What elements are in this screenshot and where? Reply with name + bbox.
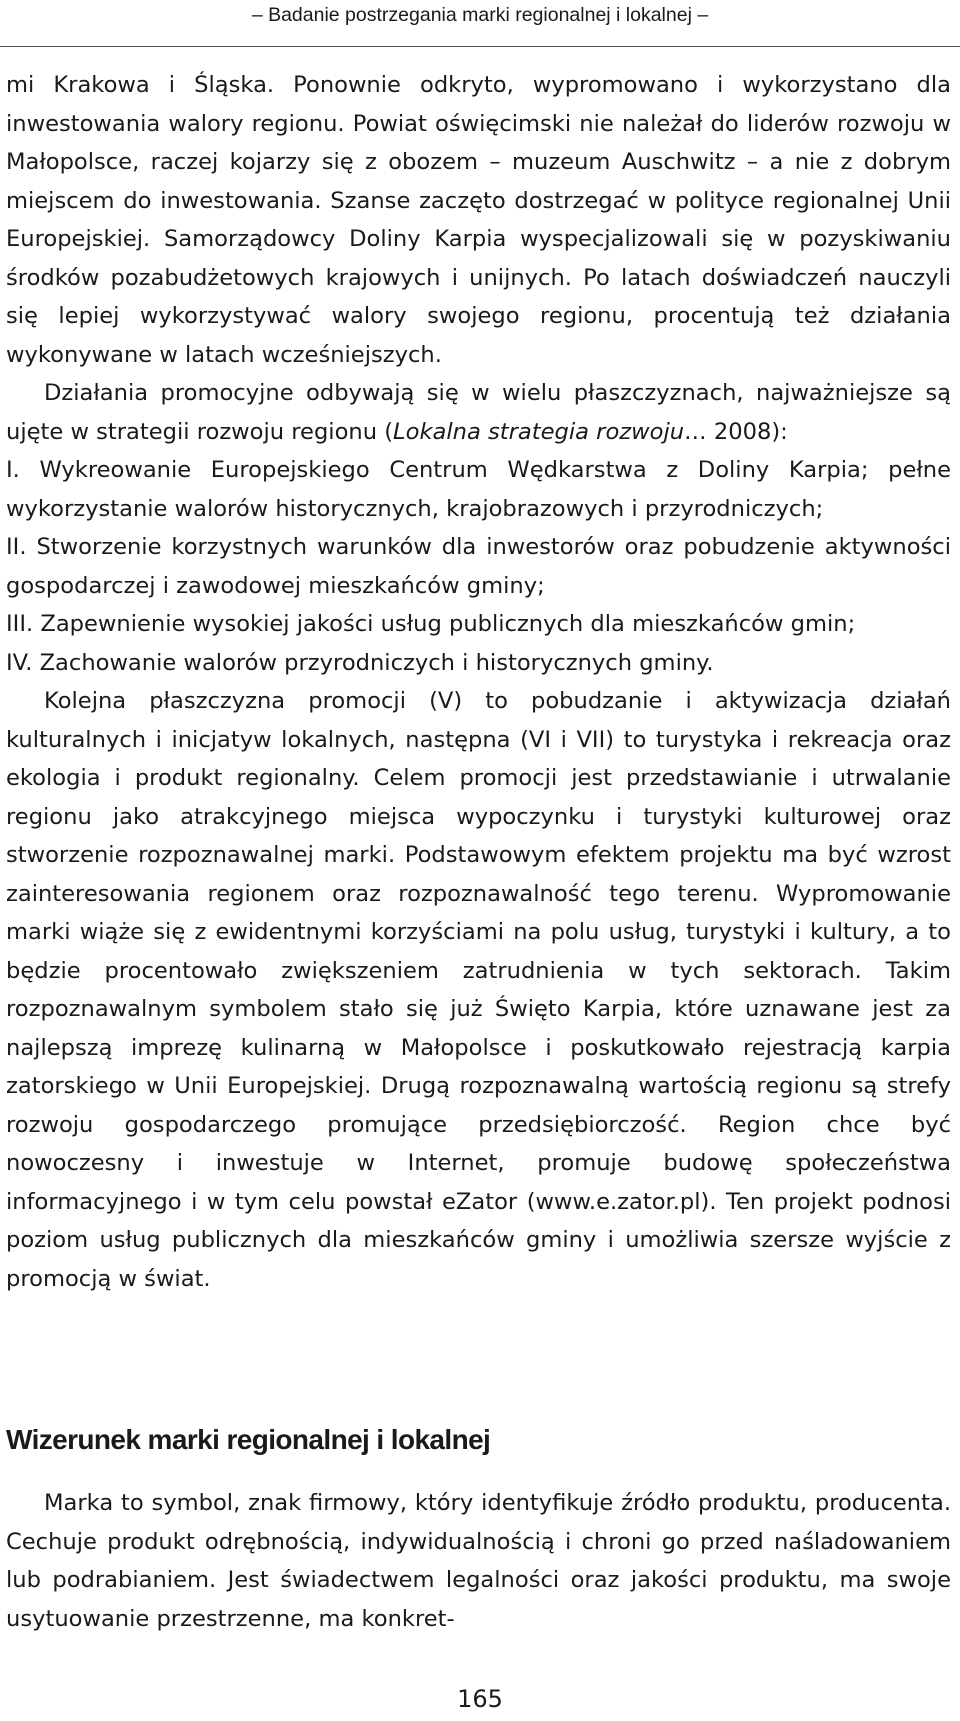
section-text bbox=[6, 1484, 951, 1638]
promo-intro-paragraph bbox=[6, 374, 951, 451]
section-heading: Wizerunek marki regionalnej i lokalnej bbox=[6, 1424, 491, 1455]
page-number: 165 bbox=[457, 1685, 503, 1713]
paragraph: Marka to symbol, znak firmowy, który identyfikuje źródło produktu, producenta. Cechuje produkt odrębnością, indywidualnością i chroni go przed naśladowaniem lub podrabianiem. Jest świadectwem legalności oraz jakości produktu, ma swoje usytuowanie przestrzenne, ma konkret- bbox=[6, 1490, 951, 1632]
list-item: II. Stworzenie korzystnych warunków dla inwestorów oraz pobudzenie aktywności gospodarczej i zawodowej mieszkańców gminy; bbox=[6, 534, 951, 599]
header-rule bbox=[0, 46, 960, 47]
list-item: I. Wykreowanie Europejskiego Centrum Wędkarstwa z Doliny Karpia; pełne wykorzystanie walorów historycznych, krajobrazowych i przyrodniczych; bbox=[6, 457, 951, 522]
list-item: IV. Zachowanie walorów przyrodniczych i historycznych gminy. bbox=[6, 649, 714, 676]
list-item: III. Zapewnienie wysokiej jakości usług publicznych dla mieszkańców gmin; bbox=[6, 611, 856, 637]
strategy-title: Lokalna strategia rozwoju bbox=[393, 418, 685, 445]
paragraph: mi Krakowa i Śląska. Ponownie odkryto, wypromowano i wykorzystano dla inwestowania walory regionu. Powiat oświęcimski nie należał do liderów rozwoju w Małopolsce, raczej kojarzy się z obozem – muzeum Auschwitz – a nie z dobrym miejscem do inwestowania. Szanse zaczęto dostrzegać w polityce regionalnej Unii Europejskiej. Samorządowcy Doliny Karpia wyspecjalizowali się w pozyskiwaniu środków pozabudżetowych krajowych i unijnych. Po latach doświadczeń nauczyli się lepiej wykorzystywać walory swojego regionu, procentują też działania wykonywane w latach wcześniejszych. bbox=[6, 72, 951, 368]
main-text bbox=[6, 66, 951, 1298]
paragraph: Kolejna płaszczyzna promocji (V) to pobudzanie i aktywizacja działań kulturalnych i inicjatyw lokalnych, następna (VI i VII) to turystyka i rekreacja oraz ekologia i produkt regionalny. Celem promocji jest przedstawianie i utrwalanie regionu jako atrakcyjnego miejsca wypoczynku i turystyki kulturowej oraz stworzenie rozpoznawalnej marki. Podstawowym efektem projektu ma być wzrost zainteresowania regionem oraz rozpoznawalność tego terenu. Wypromowanie marki wiąże się z ewidentnymi korzyściami na polu usług, turystyki i kultury, a to będzie procentowało zwiększeniem zatrudnienia w tych sektorach. Takim rozpoznawalnym symbolem stało się już Święto Karpia, które uznawane jest za najlepszą imprezę kulinarną w Małopolsce i poskutkowało rejestracją karpia zatorskiego w Unii Europejskiej. Drugą rozpoznawalną wartością regionu są strefy rozwoju gospodarczego promujące przedsiębiorczość. Region chce być nowoczesny i inwestuje w Internet, promuje budowę społeczeństwa informacyjnego i w tym celu powstał eZator (www.e.zator.pl). Ten projekt podnosi poziom usług publicznych dla mieszkańców gminy i umożliwia szersze wyjście z promocją w świat. bbox=[6, 688, 951, 1292]
promo-intro-text: Działania promocyjne odbywają się w wielu płaszczyznach, najważniejsze są ujęte w strategii rozwoju regionu ( bbox=[6, 380, 951, 445]
promo-intro-year: … 2008): bbox=[684, 418, 788, 445]
running-header: – Badanie postrzegania marki regionalnej i lokalnej – bbox=[251, 4, 709, 26]
